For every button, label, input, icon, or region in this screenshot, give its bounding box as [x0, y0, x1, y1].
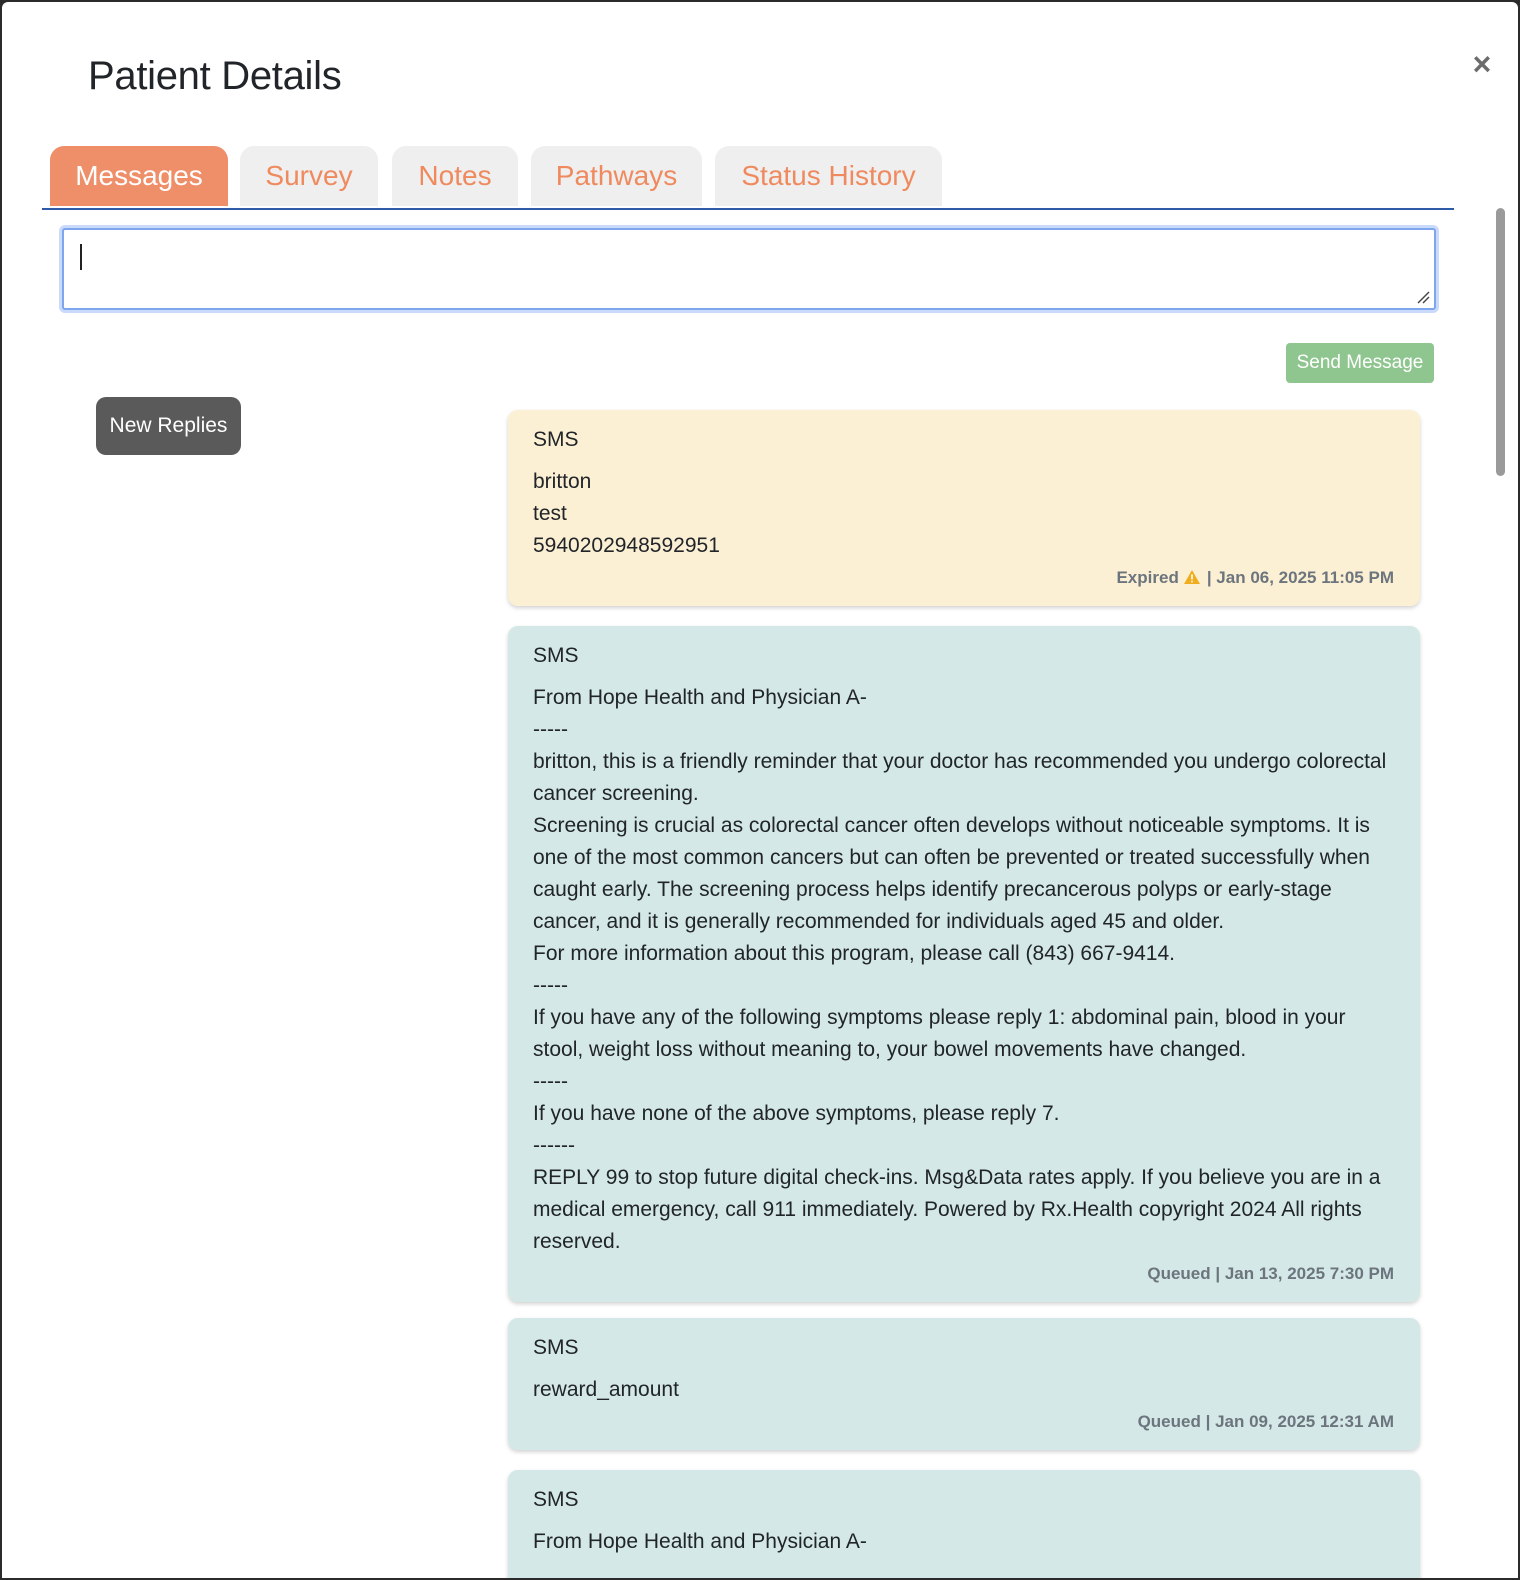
message-body: From Hope Health and Physician A- ----- britton, this is a friendly reminder that your doctor has recommended you undergo colorectal cancer screening. Screening is crucial as colorectal cancer often develops without noticeable symptoms. It is one of the most common cancers but can often be prevented or treated successfully when caught early. The screening process helps identify precancerous polyps or early-stage cancer, and it is generally recommended for individuals aged 45 and older. For more information about this program, please call (843) 667-9414. ----- If you have any of the following symptoms please reply 1: abdominal pain, blood in your stool, weight loss without meaning to, your bowel movements have changed. ----- If you have none of the above symptoms, please reply 7. ------ REPLY 99 to stop future digital check-ins. Msg&Data rates apply. If you believe you are in a medical emergency, call 911 immediately. Powered by Rx.Health copyright 2024 All rights reserved. — [533, 686, 1387, 1253]
new-replies-button[interactable]: New Replies — [96, 397, 241, 455]
message-body: reward_amount — [533, 1378, 679, 1401]
close-icon[interactable]: × — [1472, 46, 1492, 82]
warning-icon — [1183, 569, 1201, 585]
message-channel: SMS — [533, 1336, 579, 1359]
message-body: From Hope Health and Physician A- — [533, 1530, 867, 1553]
send-message-button[interactable]: Send Message — [1286, 343, 1434, 383]
message-meta: Queued | Jan 09, 2025 12:31 AM — [1137, 1412, 1394, 1431]
tab-notes[interactable]: Notes — [392, 146, 518, 206]
tab-bar — [42, 146, 1454, 210]
message-status: Expired — [1116, 568, 1179, 587]
message-body: britton test 5940202948592951 — [533, 470, 720, 557]
resize-handle-icon[interactable] — [1416, 290, 1430, 304]
tab-status-history[interactable]: Status History — [715, 146, 942, 206]
scrollbar[interactable] — [1496, 208, 1505, 476]
tab-messages[interactable]: Messages — [50, 146, 228, 206]
message-meta — [533, 566, 1394, 590]
message-channel: SMS — [533, 644, 579, 667]
message-card — [508, 626, 1420, 1302]
message-card — [508, 1318, 1420, 1450]
modal-title: Patient Details — [88, 54, 342, 98]
message-timestamp: | Jan 06, 2025 11:05 PM — [1206, 568, 1394, 587]
tab-survey[interactable]: Survey — [240, 146, 378, 206]
tab-pathways[interactable]: Pathways — [531, 146, 702, 206]
message-meta: Queued | Jan 13, 2025 7:30 PM — [1147, 1264, 1394, 1283]
message-channel: SMS — [533, 428, 579, 451]
message-input[interactable] — [62, 228, 1436, 310]
text-cursor — [80, 244, 82, 270]
message-channel: SMS — [533, 1488, 579, 1511]
patient-details-modal — [2, 2, 1518, 1578]
message-card — [508, 410, 1420, 606]
message-card — [508, 1470, 1420, 1578]
